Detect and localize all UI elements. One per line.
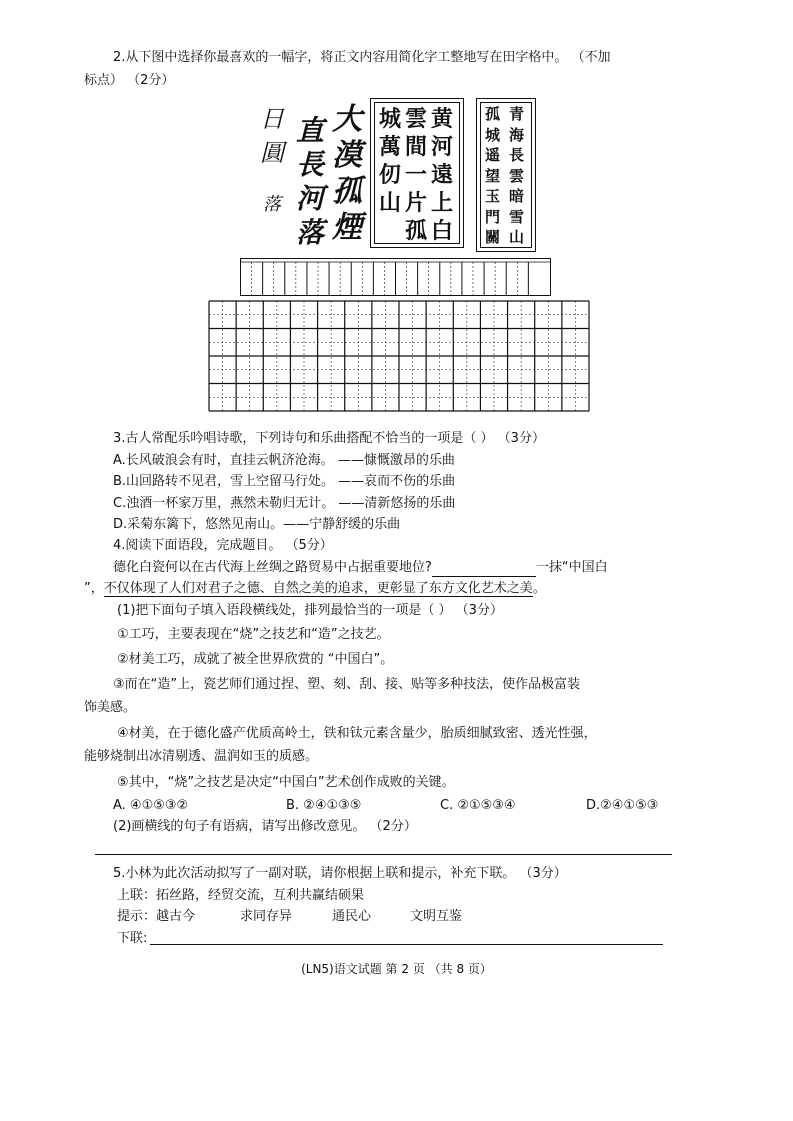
q5-hint-3: 通民心 bbox=[332, 909, 372, 924]
q5-upper-couplet: 上联：拓丝路，经贸交流，互利共赢结硕果 bbox=[117, 888, 365, 903]
q3-option-c[interactable]: C.浊酒一杯家万里，燕然未勒归无计。 ——清新悠扬的乐曲 bbox=[113, 496, 456, 511]
q4-sentence-5: ⑤其中，“烧”之技艺是决定“中国白”艺术创作成败的关键。 bbox=[117, 775, 455, 790]
q4-option-c[interactable]: C. ②①⑤③④ bbox=[440, 798, 516, 813]
q3-option-b[interactable]: B.山回路转不见君，雪上空留马行处。 ——哀而不伤的乐曲 bbox=[113, 474, 456, 489]
q2-stem-line1: 2.从下图中选择你最喜欢的一幅字，将正文内容用简化字工整地写在田字格中。 （不加 bbox=[113, 50, 611, 65]
box1-column-3: 城 萬 仞 山 bbox=[379, 106, 402, 216]
q5-lower-couplet-line[interactable] bbox=[150, 944, 663, 945]
cursive-column-mid: 直 長 河 落 bbox=[296, 114, 325, 249]
q4-sentence-3b: 饰美感。 bbox=[84, 700, 137, 715]
writing-grid-top-strip bbox=[240, 258, 552, 296]
calligraphy-box-2 bbox=[476, 98, 536, 252]
page-footer: (LN5)语文试题 第 2 页 （共 8 页） bbox=[301, 962, 492, 976]
q4-underlined-sentence: 不仅体现了人们对君子之德、自然之美的追求，更彰显了东方文化艺术之美 bbox=[103, 581, 533, 596]
q4-sub2: (2)画横线的句子有语病，请写出修改意见。 （2分） bbox=[113, 819, 417, 834]
box1-column-2: 雲 間 一 片 孤 bbox=[405, 106, 428, 244]
q3-option-a[interactable]: A.长风破浪会有时，直挂云帆济沧海。 ——慷慨激昂的乐曲 bbox=[113, 453, 455, 468]
q4-answer-line[interactable] bbox=[95, 854, 672, 855]
q4-option-d[interactable]: D.②④①⑤③ bbox=[586, 798, 659, 813]
q3-option-d[interactable]: D.采菊东篱下，悠然见南山。——宁静舒缓的乐曲 bbox=[113, 517, 401, 532]
q4-sub1: (1)把下面句子填入语段横线处，排列最恰当的一项是（ ） （3分） bbox=[117, 603, 503, 618]
q4-option-a[interactable]: A. ④①⑤③② bbox=[113, 798, 189, 813]
q4-sentence-2: ②材美工巧，成就了被全世界欣赏的 “中国白”。 bbox=[117, 652, 394, 667]
cursive-column-right: 大 漠 孤 煙 bbox=[332, 102, 362, 245]
q2-stem-line2: 标点） （2分） bbox=[84, 73, 175, 88]
q4-sentence-1: ①工巧，主要表现在“烧”之技艺和“造”之技艺。 bbox=[117, 627, 390, 642]
q3-stem: 3.古人常配乐吟唱诗歌，下列诗句和乐曲搭配不恰当的一项是（ ） （3分） bbox=[113, 431, 545, 446]
box2-column-2: 孤 城 遥 望 玉 門 關 bbox=[485, 105, 501, 246]
q4-sentence-4b: 能够烧制出冰清剔透、温润如玉的质感。 bbox=[84, 749, 319, 764]
box1-column-1: 黄 河 遠 上 白 bbox=[431, 106, 454, 244]
q4-sentence-3a: ③而在“造”上，瓷艺师们通过捏、塑、刻、刮、接、贴等多种技法，使作品极富装 bbox=[113, 677, 581, 692]
q5-lower-label: 下联: bbox=[117, 931, 148, 946]
tianzige-writing-grid[interactable] bbox=[208, 300, 590, 412]
q4-paragraph-line1: 德化白瓷何以在古代海上丝绸之路贸易中占据重要地位? 一抹“中国白 bbox=[113, 560, 608, 575]
calligraphy-box-1 bbox=[370, 98, 464, 248]
q4-sentence-4a: ④材美，在于德化盛产优质高岭土，铁和钛元素含量少，胎质细腻致密、透光性强， bbox=[117, 726, 597, 741]
cursive-column-left: 日 圓 落 bbox=[260, 105, 284, 215]
q5-hint-1: 提示：越古今 bbox=[117, 909, 196, 924]
q5-hint-4: 文明互鉴 bbox=[410, 909, 463, 924]
q4-fill-blank[interactable] bbox=[432, 562, 536, 577]
q4-option-b[interactable]: B. ②④①③⑤ bbox=[286, 798, 362, 813]
q5-hint-2: 求同存异 bbox=[240, 909, 293, 924]
box2-column-1: 青 海 長 雲 暗 雪 山 bbox=[509, 105, 525, 246]
q4-stem: 4.阅读下面语段，完成题目。 （5分） bbox=[113, 538, 333, 553]
q5-stem: 5.小林为此次活动拟写了一副对联，请你根据上联和提示，补充下联。 （3分） bbox=[113, 866, 567, 881]
calligraphy-image bbox=[252, 96, 542, 254]
q4-paragraph-line2: ”，不仅体现了人们对君子之德、自然之美的追求，更彰显了东方文化艺术之美。 bbox=[84, 581, 546, 596]
